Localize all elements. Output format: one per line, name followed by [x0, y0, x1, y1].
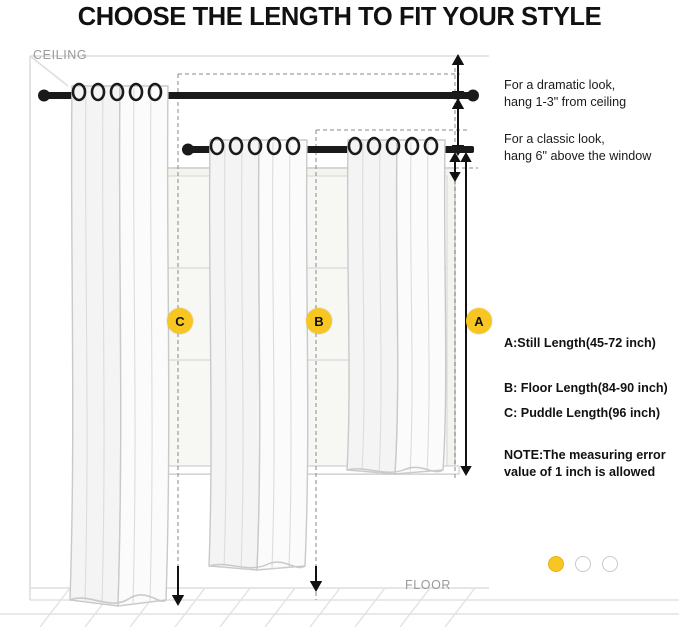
curtain-sill	[347, 138, 446, 474]
carousel-dots[interactable]	[548, 556, 618, 572]
callout-classic-line1: For a classic look,	[504, 132, 605, 146]
badge-c: C	[167, 308, 193, 334]
legend-item-a: A:Still Length(45-72 inch)	[504, 336, 656, 350]
callout-dramatic-line2: hang 1-3" from ceiling	[504, 94, 627, 109]
carousel-dot-1[interactable]	[548, 556, 564, 572]
floor-label: FLOOR	[405, 578, 452, 592]
callout-dramatic-line1: For a dramatic look,	[504, 78, 616, 92]
note-line1: NOTE:The measuring error	[504, 448, 666, 462]
legend-item-b: B: Floor Length(84-90 inch)	[504, 381, 668, 395]
legend-item-c: C: Puddle Length(96 inch)	[504, 406, 661, 420]
badge-b: B	[306, 308, 332, 334]
callout-classic-line2: hang 6" above the window	[504, 148, 652, 163]
callout-dramatic	[504, 77, 679, 110]
carousel-dot-2[interactable]	[575, 556, 591, 572]
callout-classic	[504, 131, 679, 164]
carousel-dot-3[interactable]	[602, 556, 618, 572]
badge-a: A	[466, 308, 492, 334]
note-line2: value of 1 inch is allowed	[504, 465, 656, 479]
note-block	[504, 447, 679, 481]
page-title: CHOOSE THE LENGTH TO FIT YOUR STYLE	[77, 3, 602, 31]
ceiling-label: CEILING	[33, 48, 88, 62]
